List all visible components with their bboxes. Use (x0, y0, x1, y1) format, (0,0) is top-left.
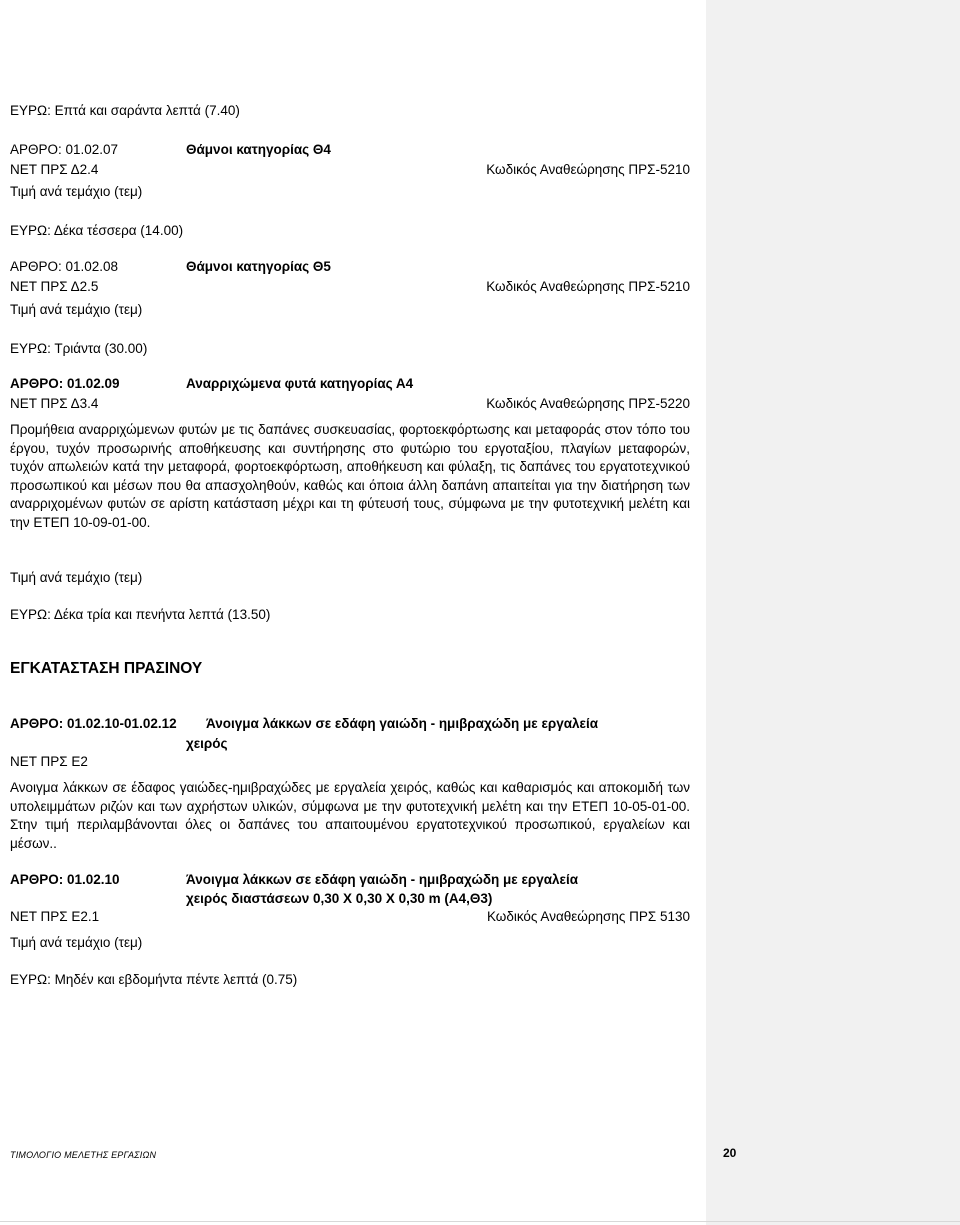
article-number: ΑΡΘΡΟ: 01.02.07 (10, 142, 119, 157)
revision-code: Κωδικός Αναθεώρησης ΠΡΣ 5130 (486, 909, 690, 924)
price-line: ΕΥΡΩ: Δέκα τέσσερα (14.00) (10, 223, 184, 238)
article-title: Θάμνοι κατηγορίας Θ4 (186, 142, 331, 157)
net-code: ΝΕΤ ΠΡΣ Δ2.4 (10, 162, 99, 177)
price-line: ΕΥΡΩ: Δέκα τρία και πενήντα λεπτά (13.50) (10, 607, 271, 622)
article-number: ΑΡΘΡΟ: 01.02.10 (10, 872, 120, 887)
unit-line: Τιμή ανά τεμάχιο (τεμ) (10, 570, 143, 585)
article-title-line2: χειρός διαστάσεων 0,30 Χ 0,30 Χ 0,30 m (Α4,Θ3) (186, 891, 493, 906)
page-margin-band (706, 0, 960, 1225)
unit-line: Τιμή ανά τεμάχιο (τεμ) (10, 184, 143, 199)
group-title-line2: χειρός (186, 736, 228, 751)
page-number: 20 (723, 1146, 737, 1160)
group-title-line1: Άνοιγμα λάκκων σε εδάφη γαιώδη - ημιβραχώδη με εργαλεία (206, 716, 598, 731)
article-number: ΑΡΘΡΟ: 01.02.08 (10, 259, 119, 274)
price-line-prev: ΕΥΡΩ: Επτά και σαράντα λεπτά (7.40) (10, 103, 240, 118)
price-line: ΕΥΡΩ: Τριάντα (30.00) (10, 341, 148, 356)
revision-code: Κωδικός Αναθεώρησης ΠΡΣ-5210 (486, 279, 690, 294)
price-line: ΕΥΡΩ: Μηδέν και εβδομήντα πέντε λεπτά (0.75) (10, 972, 298, 987)
net-code: ΝΕΤ ΠΡΣ Ε2.1 (10, 909, 100, 924)
article-number: ΑΡΘΡΟ: 01.02.09 (10, 376, 120, 391)
footer-divider (0, 1221, 960, 1222)
revision-code: Κωδικός Αναθεώρησης ΠΡΣ-5210 (486, 162, 690, 177)
footer-document-title: ΤΙΜΟΛΟΓΙΟ ΜΕΛΕΤΗΣ ΕΡΓΑΣΙΩΝ (10, 1150, 157, 1160)
net-code: ΝΕΤ ΠΡΣ Δ3.4 (10, 396, 99, 411)
article-title: Αναρριχώμενα φυτά κατηγορίας Α4 (186, 376, 414, 391)
unit-line: Τιμή ανά τεμάχιο (τεμ) (10, 935, 143, 950)
group-article-number: ΑΡΘΡΟ: 01.02.10-01.02.12 (10, 716, 177, 731)
revision-code: Κωδικός Αναθεώρησης ΠΡΣ-5220 (486, 396, 690, 411)
section-heading: ΕΓΚΑΤΑΣΤΑΣΗ ΠΡΑΣΙΝΟΥ (10, 660, 203, 677)
net-code: ΝΕΤ ΠΡΣ Δ2.5 (10, 279, 99, 294)
article-title-line1: Άνοιγμα λάκκων σε εδάφη γαιώδη - ημιβραχώδη με εργαλεία (186, 872, 578, 887)
group-description: Ανοιγμα λάκκων σε έδαφος γαιώδες-ημιβραχώδες με εργαλεία χειρός, καθώς και καθαρισμός και αποκομιδή των υπολειμμάτων ριζών και των αχρήστων υλικών, σύμφωνα με την φυτοτεχνική μελέτη και την ΕΤΕΠ 10-05-01-00. Στην τιμή περιλαμβάνονται όλες οι δαπάνες του απαιτουμένου εργατοτεχνικού προσωπικού, εργαλείων και μέσων.. (10, 780, 690, 851)
group-net-code: ΝΕΤ ΠΡΣ Ε2 (10, 754, 88, 769)
article-description: Προμήθεια αναρριχώμενων φυτών με τις δαπάνες συσκευασίας, φορτοεκφόρτωσης και μεταφοράς στον τόπο του έργου, τυχόν προσωρινής αποθήκευσης και συντήρησης στο φυτώριο του εργοταξίου, πλαγίων μεταφορών, τυχόν απωλειών κατά την μεταφορά, φορτοεκφόρτωση, αποθήκευση και φύλαξη, τις δαπάνες του εργατοτεχνικού προσωπικού και μέσων που θα απασχοληθούν, καθώς και όποια άλλη δαπάνη απαιτείται για την διατήρηση των αναρριχομένων φυτών σε αρίστη κατάσταση μέχρι και τη φύτευσή τους, σύμφωνα με την φυτοτεχνική μελέτη και την ΕΤΕΠ 10-09-01-00. (10, 422, 690, 530)
unit-line: Τιμή ανά τεμάχιο (τεμ) (10, 302, 143, 317)
article-title: Θάμνοι κατηγορίας Θ5 (186, 259, 331, 274)
